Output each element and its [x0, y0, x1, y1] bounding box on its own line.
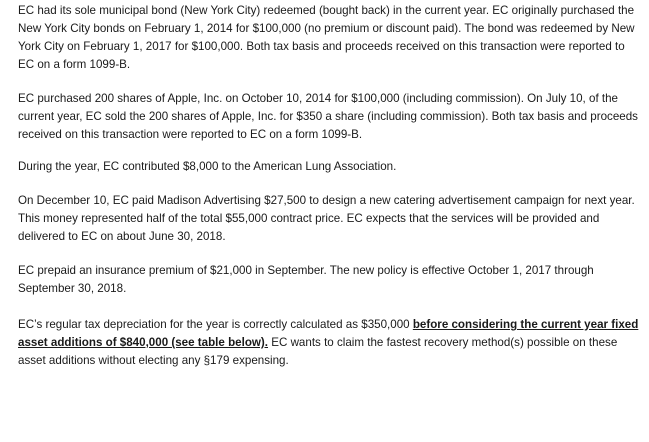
- depreciation-underlined-text: before considering the current year fixed asset additions of $840,000 (see table below).: [18, 318, 639, 349]
- paragraph-advertising-payment: On December 10, EC paid Madison Advertising $27,500 to design a new catering advertisement campaign for next year. This money represented half of the total $55,000 contract price. EC expects that the services will be provided and delivered to EC on about June 30, 2018.: [18, 194, 635, 243]
- paragraph-charitable-contribution: During the year, EC contributed $8,000 to the American Lung Association.: [18, 160, 397, 173]
- paragraph-municipal-bond: EC had its sole municipal bond (New York City) redeemed (bought back) in the current year. EC originally purchased the New York City bonds on February 1, 2014 for $100,000 (no premium or discount paid). The bond was redeemed by New York City on February 1, 2017 for $100,000. Both tax basis and proceeds received on this transaction were reported to EC on a form 1099-B.: [18, 4, 635, 71]
- depreciation-text-start: EC’s regular tax depreciation for the year is correctly calculated as $350,000: [18, 318, 413, 331]
- depreciation-text-end: EC wants to claim the fastest recovery method(s) possible on these asset additions without electing any §179 expensing.: [18, 336, 618, 367]
- paragraph-insurance-premium: EC prepaid an insurance premium of $21,000 in September. The new policy is effective October 1, 2017 through September 30, 2018.: [18, 264, 594, 295]
- paragraph-depreciation: [18, 316, 642, 370]
- paragraph-apple-shares: EC purchased 200 shares of Apple, Inc. on October 10, 2014 for $100,000 (including commission). On July 10, of the current year, EC sold the 200 shares of Apple, Inc. for $350 a share (including commission). Both tax basis and proceeds received on this transaction were reported to EC on a form 1099-B.: [18, 92, 638, 141]
- document-body: [18, 2, 642, 370]
